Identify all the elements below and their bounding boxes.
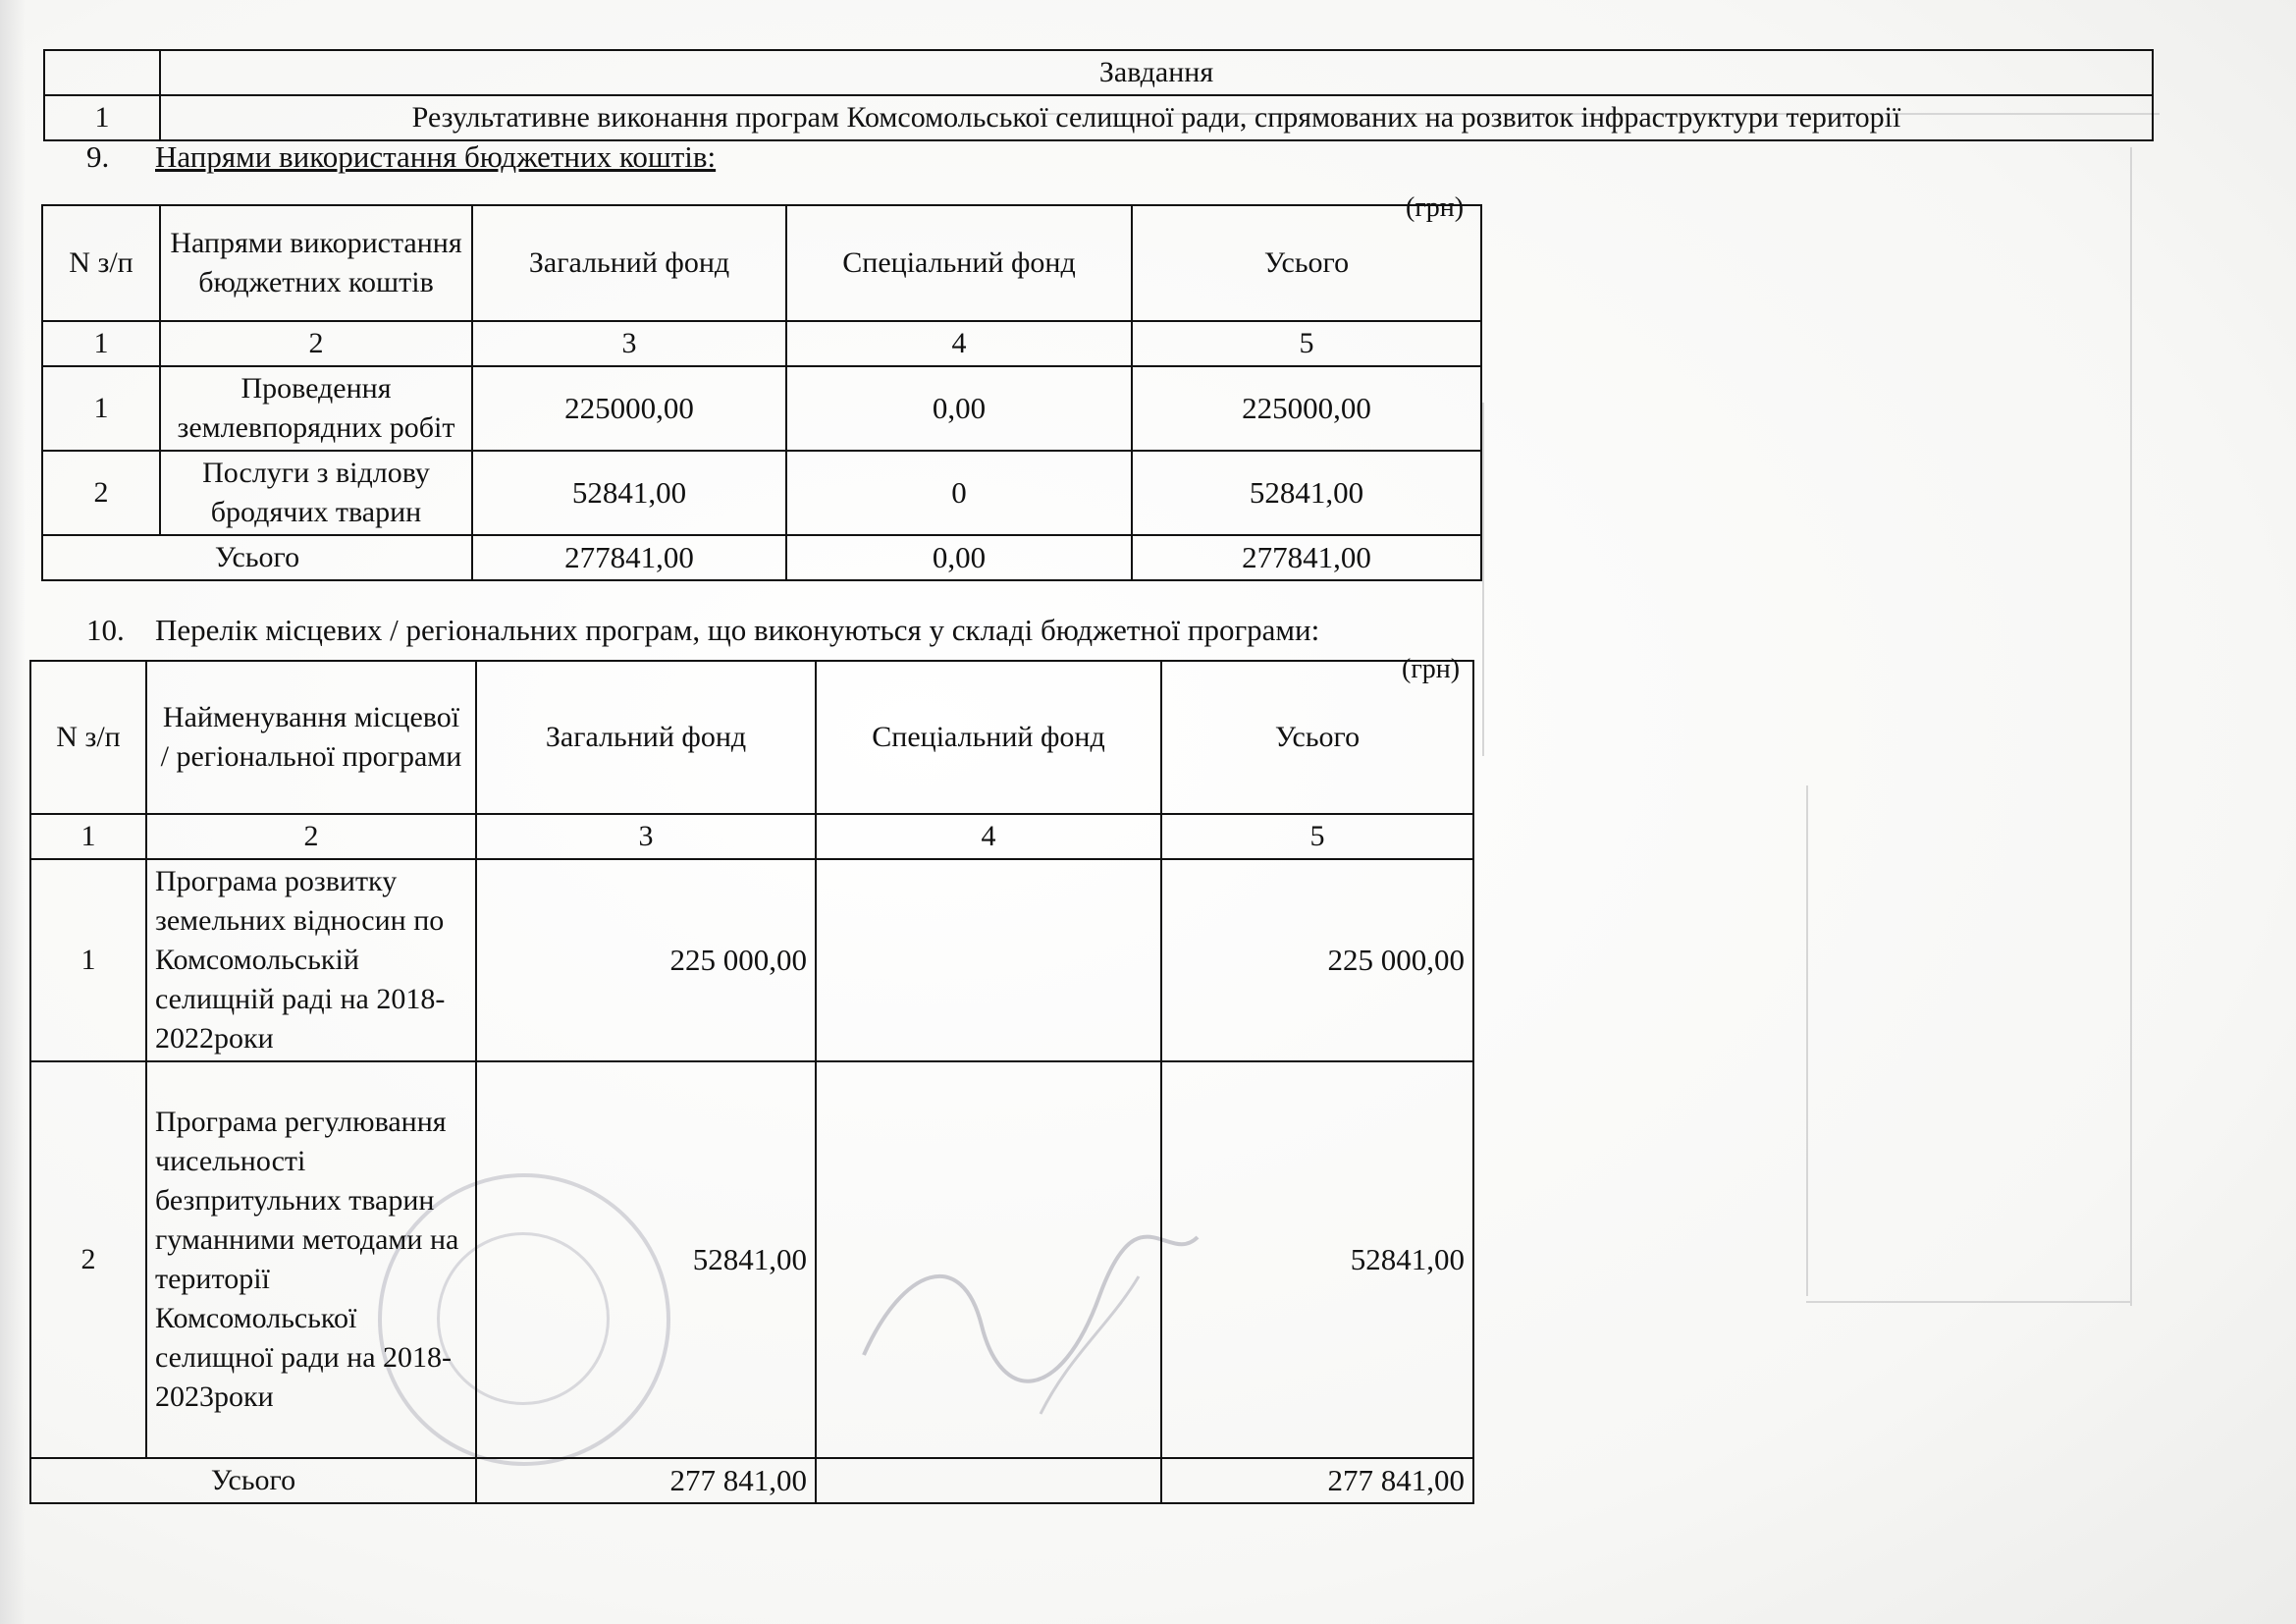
bleed-through-line xyxy=(1806,1301,2130,1303)
bleed-through-line xyxy=(1482,403,1484,756)
task-header-num-cell xyxy=(44,50,160,95)
page-edge-shadow xyxy=(0,0,26,1624)
total-row xyxy=(42,535,1481,580)
row-program-name: Програма розвитку земельних відносин по Комсомольській селищній раді на 2018-2022роки xyxy=(146,859,476,1061)
task-row-text: Результативне виконання програм Комсомольської селищної ради, спрямованих на розвиток інфраструктури території xyxy=(160,95,2153,140)
row-total: 52841,00 xyxy=(1161,1061,1473,1458)
row-total: 225000,00 xyxy=(1132,366,1481,451)
section-9-heading xyxy=(86,137,716,177)
bleed-through-line xyxy=(2130,147,2132,1306)
table-row xyxy=(30,1061,1473,1458)
row-direction: Проведення землевпорядних робіт xyxy=(160,366,472,451)
section-10-heading xyxy=(86,611,1319,650)
total-label: Усього xyxy=(42,535,472,580)
table-row xyxy=(30,859,1473,1061)
task-table xyxy=(43,49,2154,141)
local-programs-table xyxy=(29,660,1474,1504)
total-special-fund: 0,00 xyxy=(786,535,1132,580)
row-num: 1 xyxy=(42,366,160,451)
section-9-number: 9. xyxy=(86,139,110,174)
row-general-fund: 225000,00 xyxy=(472,366,786,451)
col-header-num: N з/п xyxy=(42,205,160,321)
total-special-fund xyxy=(816,1458,1161,1503)
row-program-name: Програма регулювання чисельності безпритульних тварин гуманними методами на території Комсомольської селищної ради на 2018-2023роки xyxy=(146,1061,476,1458)
col-header-total: Усього xyxy=(1132,205,1481,321)
col-header-program-name: Найменування місцевої / регіональної програми xyxy=(146,661,476,814)
table-row xyxy=(42,366,1481,451)
row-special-fund: 0,00 xyxy=(786,366,1132,451)
index-cell: 3 xyxy=(472,321,786,366)
col-header-total: Усього xyxy=(1161,661,1473,814)
row-general-fund: 52841,00 xyxy=(476,1061,816,1458)
row-num: 2 xyxy=(30,1061,146,1458)
total-general-fund: 277841,00 xyxy=(472,535,786,580)
row-special-fund: 0 xyxy=(786,451,1132,535)
row-special-fund xyxy=(816,1061,1161,1458)
total-label: Усього xyxy=(30,1458,476,1503)
row-num: 2 xyxy=(42,451,160,535)
budget-directions-table xyxy=(41,204,1482,581)
total-total: 277841,00 xyxy=(1132,535,1481,580)
row-general-fund: 225 000,00 xyxy=(476,859,816,1061)
index-cell: 1 xyxy=(42,321,160,366)
section-9-unit: (грн) xyxy=(1406,192,1465,223)
total-row xyxy=(30,1458,1473,1503)
row-direction: Послуги з відлову бродячих тварин xyxy=(160,451,472,535)
task-header: Завдання xyxy=(160,50,2153,95)
row-total: 52841,00 xyxy=(1132,451,1481,535)
index-cell: 4 xyxy=(786,321,1132,366)
section-10-unit: (грн) xyxy=(1402,654,1461,684)
index-cell: 4 xyxy=(816,814,1161,859)
row-special-fund xyxy=(816,859,1161,1061)
col-header-general-fund: Загальний фонд xyxy=(476,661,816,814)
row-general-fund: 52841,00 xyxy=(472,451,786,535)
index-cell: 2 xyxy=(160,321,472,366)
row-num: 1 xyxy=(30,859,146,1061)
table-row xyxy=(42,451,1481,535)
index-cell: 1 xyxy=(30,814,146,859)
col-header-general-fund: Загальний фонд xyxy=(472,205,786,321)
section-9-title: Напрями використання бюджетних коштів: xyxy=(155,139,717,174)
col-header-num: N з/п xyxy=(30,661,146,814)
section-10-number: 10. xyxy=(86,613,125,647)
index-cell: 5 xyxy=(1132,321,1481,366)
index-cell: 5 xyxy=(1161,814,1473,859)
bleed-through-line xyxy=(1806,785,1808,1296)
col-header-directions: Напрями використання бюджетних коштів xyxy=(160,205,472,321)
index-cell: 2 xyxy=(146,814,476,859)
total-total: 277 841,00 xyxy=(1161,1458,1473,1503)
col-header-special-fund: Спеціальний фонд xyxy=(816,661,1161,814)
index-cell: 3 xyxy=(476,814,816,859)
row-total: 225 000,00 xyxy=(1161,859,1473,1061)
task-row-num: 1 xyxy=(44,95,160,140)
section-10-title: Перелік місцевих / регіональних програм, що виконуються у складі бюджетної програми: xyxy=(155,613,1320,647)
total-general-fund: 277 841,00 xyxy=(476,1458,816,1503)
col-header-special-fund: Спеціальний фонд xyxy=(786,205,1132,321)
